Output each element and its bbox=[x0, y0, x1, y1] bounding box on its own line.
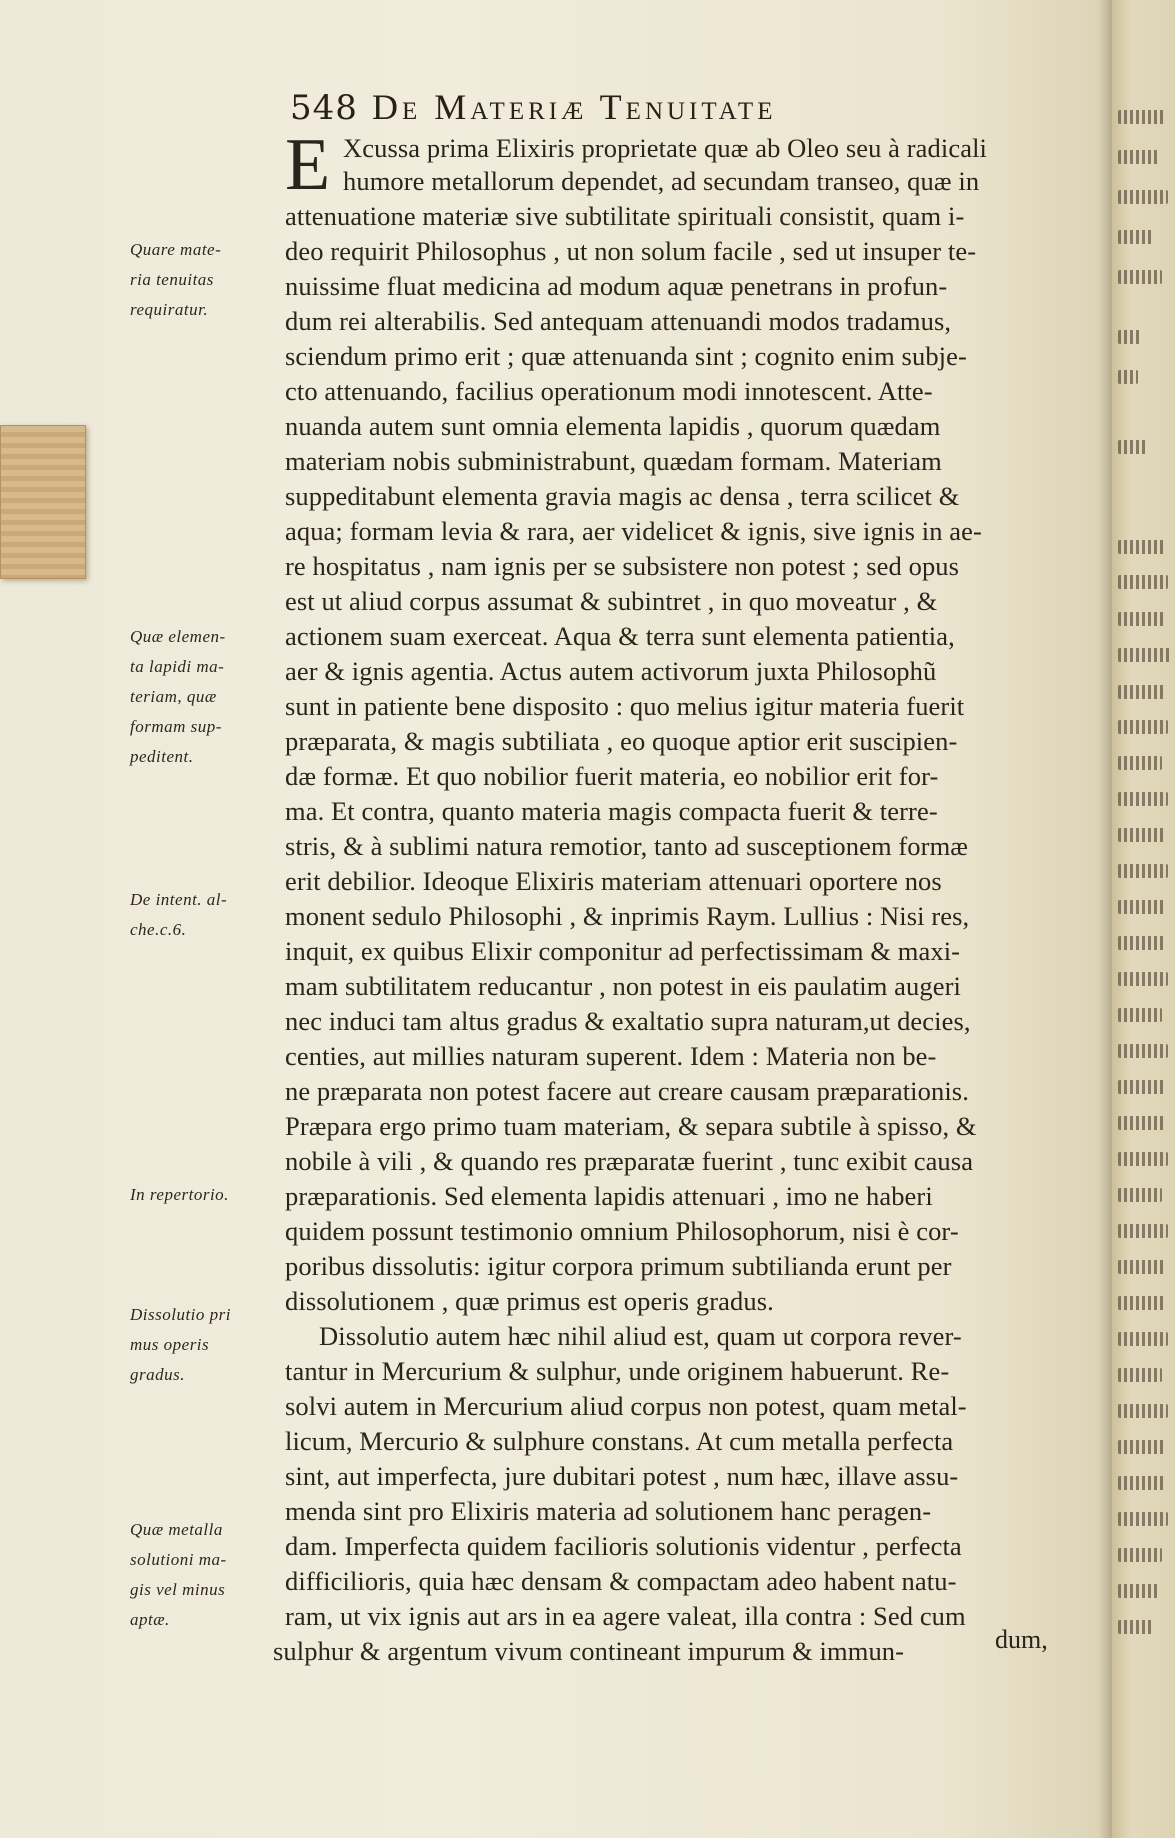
facing-page-text-fragment bbox=[1118, 1116, 1164, 1130]
margin-note-line: De intent. al- bbox=[130, 890, 228, 909]
text-line: poribus dissolutis: igitur corpora primum subtilianda erunt per bbox=[285, 1251, 952, 1281]
facing-page-text-fragment bbox=[1118, 190, 1168, 204]
margin-note-line: In repertorio. bbox=[130, 1185, 229, 1204]
text-line: dam. Imperfecta quidem facilioris solutionis videntur , perfecta bbox=[285, 1531, 962, 1561]
text-line: stris, & à sublimi natura remotior, tanto ad susceptionem formæ bbox=[285, 831, 969, 861]
facing-page-text-fragment bbox=[1118, 1224, 1168, 1238]
facing-page-text-fragment bbox=[1118, 792, 1168, 806]
paper-bookmark-tab bbox=[0, 425, 86, 579]
facing-page-text-fragment bbox=[1118, 648, 1170, 662]
margin-note-line: ria tenuitas bbox=[130, 270, 214, 289]
text-line: præparationis. Sed elementa lapidis attenuari , imo ne haberi bbox=[285, 1181, 933, 1211]
facing-page-text-fragment bbox=[1118, 1008, 1162, 1022]
text-line: licum, Mercurio & sulphure constans. At cum metalla perfecta bbox=[285, 1426, 954, 1456]
margin-note-line: Quæ metalla bbox=[130, 1520, 223, 1539]
text-line: materiam nobis subministrabunt, quædam formam. Materiam bbox=[285, 446, 942, 476]
text-line: nobile à vili , & quando res præparatæ fuerint , tunc exibit causa bbox=[285, 1146, 974, 1176]
facing-page-text-fragment bbox=[1118, 370, 1138, 384]
margin-note-line: requiratur. bbox=[130, 300, 209, 319]
text-line: quidem possunt testimonio omnium Philosophorum, nisi è cor- bbox=[285, 1216, 959, 1246]
text-line: solvi autem in Mercurium aliud corpus non potest, quam metal- bbox=[285, 1391, 967, 1421]
margin-note bbox=[130, 1180, 280, 1210]
margin-note-line: che.c.6. bbox=[130, 920, 187, 939]
text-line: inquit, ex quibus Elixir componitur ad perfectissimam & maxi- bbox=[285, 936, 961, 966]
facing-page-text-fragment bbox=[1118, 270, 1162, 284]
text-line: dæ formæ. Et quo nobilior fuerit materia, eo nobilior erit for- bbox=[285, 761, 939, 791]
margin-note-line: aptæ. bbox=[130, 1610, 170, 1629]
margin-note-line: peditent. bbox=[130, 747, 194, 766]
text-line: actionem suam exerceat. Aqua & terra sunt elementa patientia, bbox=[285, 621, 955, 651]
text-line: Dissolutio autem hæc nihil aliud est, quam ut corpora rever- bbox=[319, 1321, 962, 1351]
catchword: dum, bbox=[995, 1625, 1048, 1654]
running-title: De Materiæ Tenuitate bbox=[372, 87, 777, 127]
facing-page-text-fragment bbox=[1118, 612, 1164, 626]
text-line: suppeditabunt elementa gravia magis ac densa , terra scilicet & bbox=[285, 481, 960, 511]
facing-page-text-fragment bbox=[1118, 1404, 1168, 1418]
margin-note-line: Quare mate- bbox=[130, 240, 222, 259]
page-header bbox=[290, 86, 1010, 130]
text-line: Præpara ergo primo tuam materiam, & separa subtile à spisso, & bbox=[285, 1111, 977, 1141]
text-line: Xcussa prima Elixiris proprietate quæ ab Oleo seu à radicali bbox=[343, 133, 988, 163]
margin-note-line: gradus. bbox=[130, 1365, 185, 1384]
page-number: 548 bbox=[290, 88, 358, 128]
text-line: sciendum primo erit ; quæ attenuanda sint ; cognito enim subje- bbox=[285, 341, 967, 371]
text-line: nuanda autem sunt omnia elementa lapidis , quorum quædam bbox=[285, 411, 941, 441]
text-line: humore metallorum dependet, ad secundam transeo, quæ in bbox=[343, 166, 980, 196]
text-line: menda sint pro Elixiris materia ad solutionem hanc peragen- bbox=[285, 1496, 932, 1526]
text-line: attenuatione materiæ sive subtilitate spirituali consistit, quam i- bbox=[285, 201, 965, 231]
text-line: tantur in Mercurium & sulphur, unde originem habuerunt. Re- bbox=[285, 1356, 950, 1386]
drop-cap-initial: E bbox=[285, 124, 331, 206]
facing-page-text-fragment bbox=[1118, 1548, 1162, 1562]
text-line: monent sedulo Philosophi , & inprimis Raym. Lullius : Nisi res, bbox=[285, 901, 970, 931]
facing-page-text-fragment bbox=[1118, 150, 1158, 164]
facing-page-text-fragment bbox=[1118, 330, 1140, 344]
margin-note bbox=[130, 885, 280, 945]
facing-page-text-fragment bbox=[1118, 936, 1164, 950]
text-line: ma. Et contra, quanto materia magis compacta fuerit & terre- bbox=[285, 796, 938, 826]
facing-page-text-fragment bbox=[1118, 575, 1168, 589]
margin-note bbox=[130, 1515, 280, 1635]
text-line: sint, aut imperfecta, jure dubitari potest , num hæc, illave assu- bbox=[285, 1461, 959, 1491]
margin-note-line: gis vel minus bbox=[130, 1580, 226, 1599]
facing-page-text-fragment bbox=[1118, 1332, 1168, 1346]
margin-note-line: solutioni ma- bbox=[130, 1550, 227, 1569]
facing-page-text-fragment bbox=[1118, 1080, 1166, 1094]
text-line: erit debilior. Ideoque Elixiris materiam attenuari oportere nos bbox=[285, 866, 942, 896]
facing-page-text-fragment bbox=[1118, 1584, 1158, 1598]
margin-note bbox=[130, 235, 280, 325]
text-line: nuissime fluat medicina ad modum aquæ penetrans in profun- bbox=[285, 271, 948, 301]
margin-note-line: formam sup- bbox=[130, 717, 222, 736]
text-line: ne præparata non potest facere aut creare causam præparationis. bbox=[285, 1076, 969, 1106]
margin-note-line: Quæ elemen- bbox=[130, 627, 226, 646]
text-line: sunt in patiente bene disposito : quo melius igitur materia fuerit bbox=[285, 691, 965, 721]
text-line: est ut aliud corpus assumat & subintret , in quo moveatur , & bbox=[285, 586, 938, 616]
facing-page-text-fragment bbox=[1118, 972, 1168, 986]
text-line: aer & ignis agentia. Actus autem activorum juxta Philosophũ bbox=[285, 656, 937, 686]
text-line: difficilioris, quia hæc densam & compactam adeo habent natu- bbox=[285, 1566, 957, 1596]
margin-note bbox=[130, 1300, 280, 1390]
facing-page-text-fragment bbox=[1118, 230, 1154, 244]
facing-page-text-fragment bbox=[1118, 1152, 1168, 1166]
text-line: deo requirit Philosophus , ut non solum facile , sed ut insuper te- bbox=[285, 236, 977, 266]
text-line: re hospitatus , nam ignis per se subsistere non potest ; sed opus bbox=[285, 551, 960, 581]
margin-note-line: teriam, quæ bbox=[130, 687, 217, 706]
facing-page-text-fragment bbox=[1118, 720, 1168, 734]
text-line: præparata, & magis subtiliata , eo quoque aptior erit suscipien- bbox=[285, 726, 958, 756]
margin-note-line: mus operis bbox=[130, 1335, 210, 1354]
text-line: dissolutionem , quæ primus est operis gradus. bbox=[285, 1286, 774, 1316]
text-line: dum rei alterabilis. Sed antequam attenuandi modos tradamus, bbox=[285, 306, 952, 336]
facing-page-text-fragment bbox=[1118, 828, 1164, 842]
text-line: cto attenuando, facilius operationum modi innotescent. Atte- bbox=[285, 376, 933, 406]
facing-page-text-fragment bbox=[1118, 1188, 1162, 1202]
text-line: mam subtilitatem reducantur , non potest in eis paulatim augeri bbox=[285, 971, 961, 1001]
margin-note bbox=[130, 622, 280, 772]
facing-page-text-fragment bbox=[1118, 440, 1146, 454]
text-line: ram, ut vix ignis aut ars in ea agere valeat, illa contra : Sed cum bbox=[285, 1601, 966, 1631]
facing-page-text-fragment bbox=[1118, 1044, 1168, 1058]
facing-page-text-fragment bbox=[1118, 1476, 1164, 1490]
text-line: sulphur & argentum vivum contineant impurum & immun- bbox=[273, 1636, 905, 1666]
facing-page-text-fragment bbox=[1118, 1260, 1166, 1274]
page-gutter-shadow bbox=[1098, 0, 1112, 1838]
margin-note-line: Dissolutio pri bbox=[130, 1305, 231, 1324]
facing-page-text-fragment bbox=[1118, 1296, 1164, 1310]
margin-note-line: ta lapidi ma- bbox=[130, 657, 225, 676]
facing-page-text-fragment bbox=[1118, 864, 1168, 878]
facing-page-edge bbox=[1112, 0, 1175, 1838]
facing-page-text-fragment bbox=[1118, 1512, 1168, 1526]
text-line: aqua; formam levia & rara, aer videlicet & ignis, sive ignis in ae- bbox=[285, 516, 982, 546]
facing-page-text-fragment bbox=[1118, 685, 1166, 699]
facing-page-text-fragment bbox=[1118, 1620, 1154, 1634]
facing-page-text-fragment bbox=[1118, 1368, 1162, 1382]
facing-page-text-fragment bbox=[1118, 540, 1166, 554]
text-line: centies, aut millies naturam superent. Idem : Materia non be- bbox=[285, 1041, 937, 1071]
facing-page-text-fragment bbox=[1118, 756, 1162, 770]
facing-page-text-fragment bbox=[1118, 110, 1164, 124]
text-line: nec induci tam altus gradus & exaltatio supra naturam,ut decies, bbox=[285, 1006, 971, 1036]
facing-page-text-fragment bbox=[1118, 1440, 1166, 1454]
facing-page-text-fragment bbox=[1118, 900, 1166, 914]
